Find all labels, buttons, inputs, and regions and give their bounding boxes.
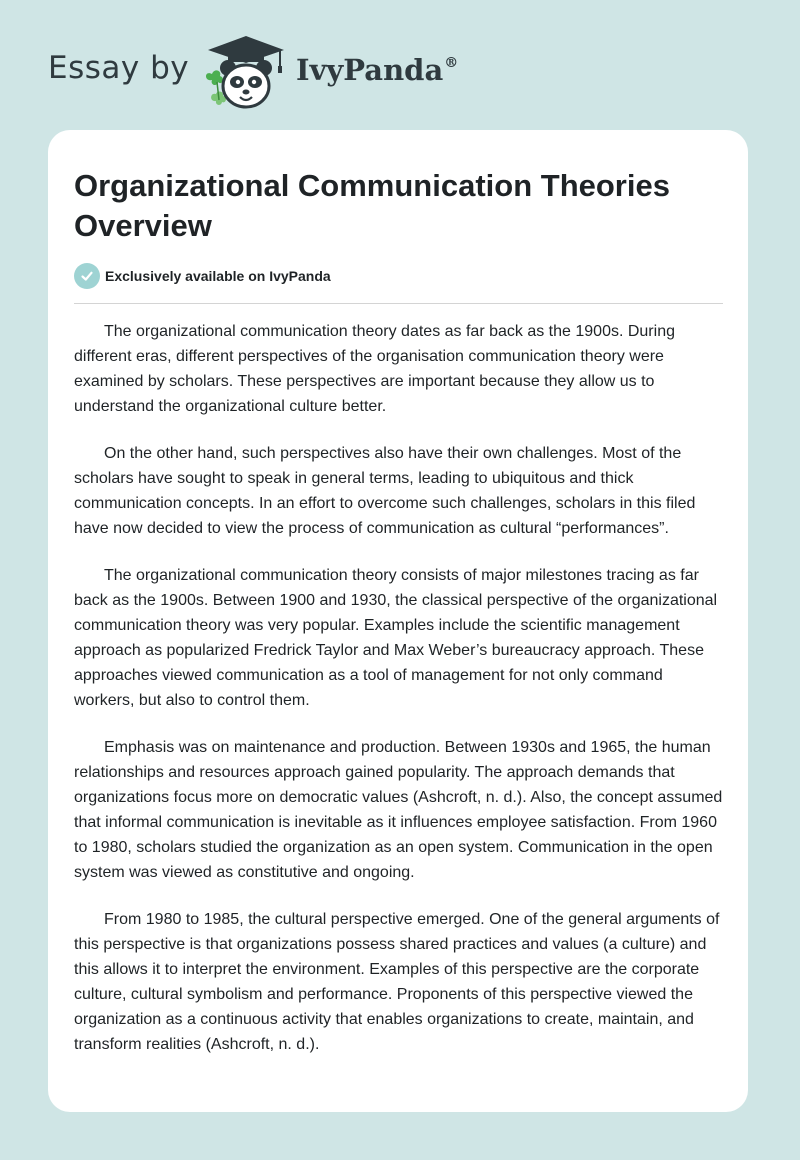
essay-paragraph: On the other hand, such perspectives also have their own challenges. Most of the scholars have sought to speak in general terms, leading to ubiquitous and thick communication concepts. In an effort to overcome such challenges, scholars in this filed have now decided to view the process of communication as cultural “performances”. — [74, 445, 696, 537]
essay-paragraph: The organizational communication theory consists of major milestones tracing as far back as the 1900s. Between 1900 and 1930, the classical perspective of the organizational communication theory was very popular. Examples include the scientific management approach as popularized Fredrick Taylor and Max Weber’s bureaucracy approach. These approaches viewed communication as a tool of management for not only command workers, but also to control them. — [74, 567, 718, 709]
essay-by-label: Essay by — [48, 50, 190, 86]
exclusive-badge — [74, 263, 331, 289]
exclusive-badge-label: Exclusively available on IvyPanda — [105, 268, 331, 284]
checkmark-icon — [74, 263, 100, 289]
essay-card — [48, 130, 748, 1112]
brand-name: IvyPanda — [296, 53, 444, 87]
essay-body — [74, 319, 726, 1079]
title-divider — [74, 303, 723, 304]
essay-paragraph: The organizational communication theory dates as far back as the 1900s. During different eras, different perspectives of the organisation communication theory were examined by scholars. These perspectives are important because they allow us to understand the organizational culture better. — [74, 323, 675, 415]
panda-mascot-icon — [200, 30, 292, 110]
ivypanda-wordmark[interactable] — [296, 53, 458, 87]
registered-mark: ® — [444, 55, 459, 71]
essay-paragraph: From 1980 to 1985, the cultural perspective emerged. One of the general arguments of this perspective is that organizations possess shared practices and values (a culture) and this allows it to interpret the environment. Examples of this perspective are the corporate culture, cultural symbolism and performance. Proponents of this perspective viewed the organization as a continuous activity that enables organizations to create, maintain, and transform realities (Ashcroft, n. d.). — [74, 911, 720, 1053]
site-header — [0, 0, 800, 130]
essay-paragraph: Emphasis was on maintenance and production. Between 1930s and 1965, the human relationships and resources approach gained popularity. The approach demands that organizations focus more on democratic values (Ashcroft, n. d.). Also, the concept assumed that informal communication is inevitable as it influences employee satisfaction. From 1960 to 1980, scholars studied the organization as an open system. Communication in the open system was viewed as constitutive and ongoing. — [74, 739, 723, 881]
page-title: Organizational Communication Theories Overview — [74, 168, 670, 243]
